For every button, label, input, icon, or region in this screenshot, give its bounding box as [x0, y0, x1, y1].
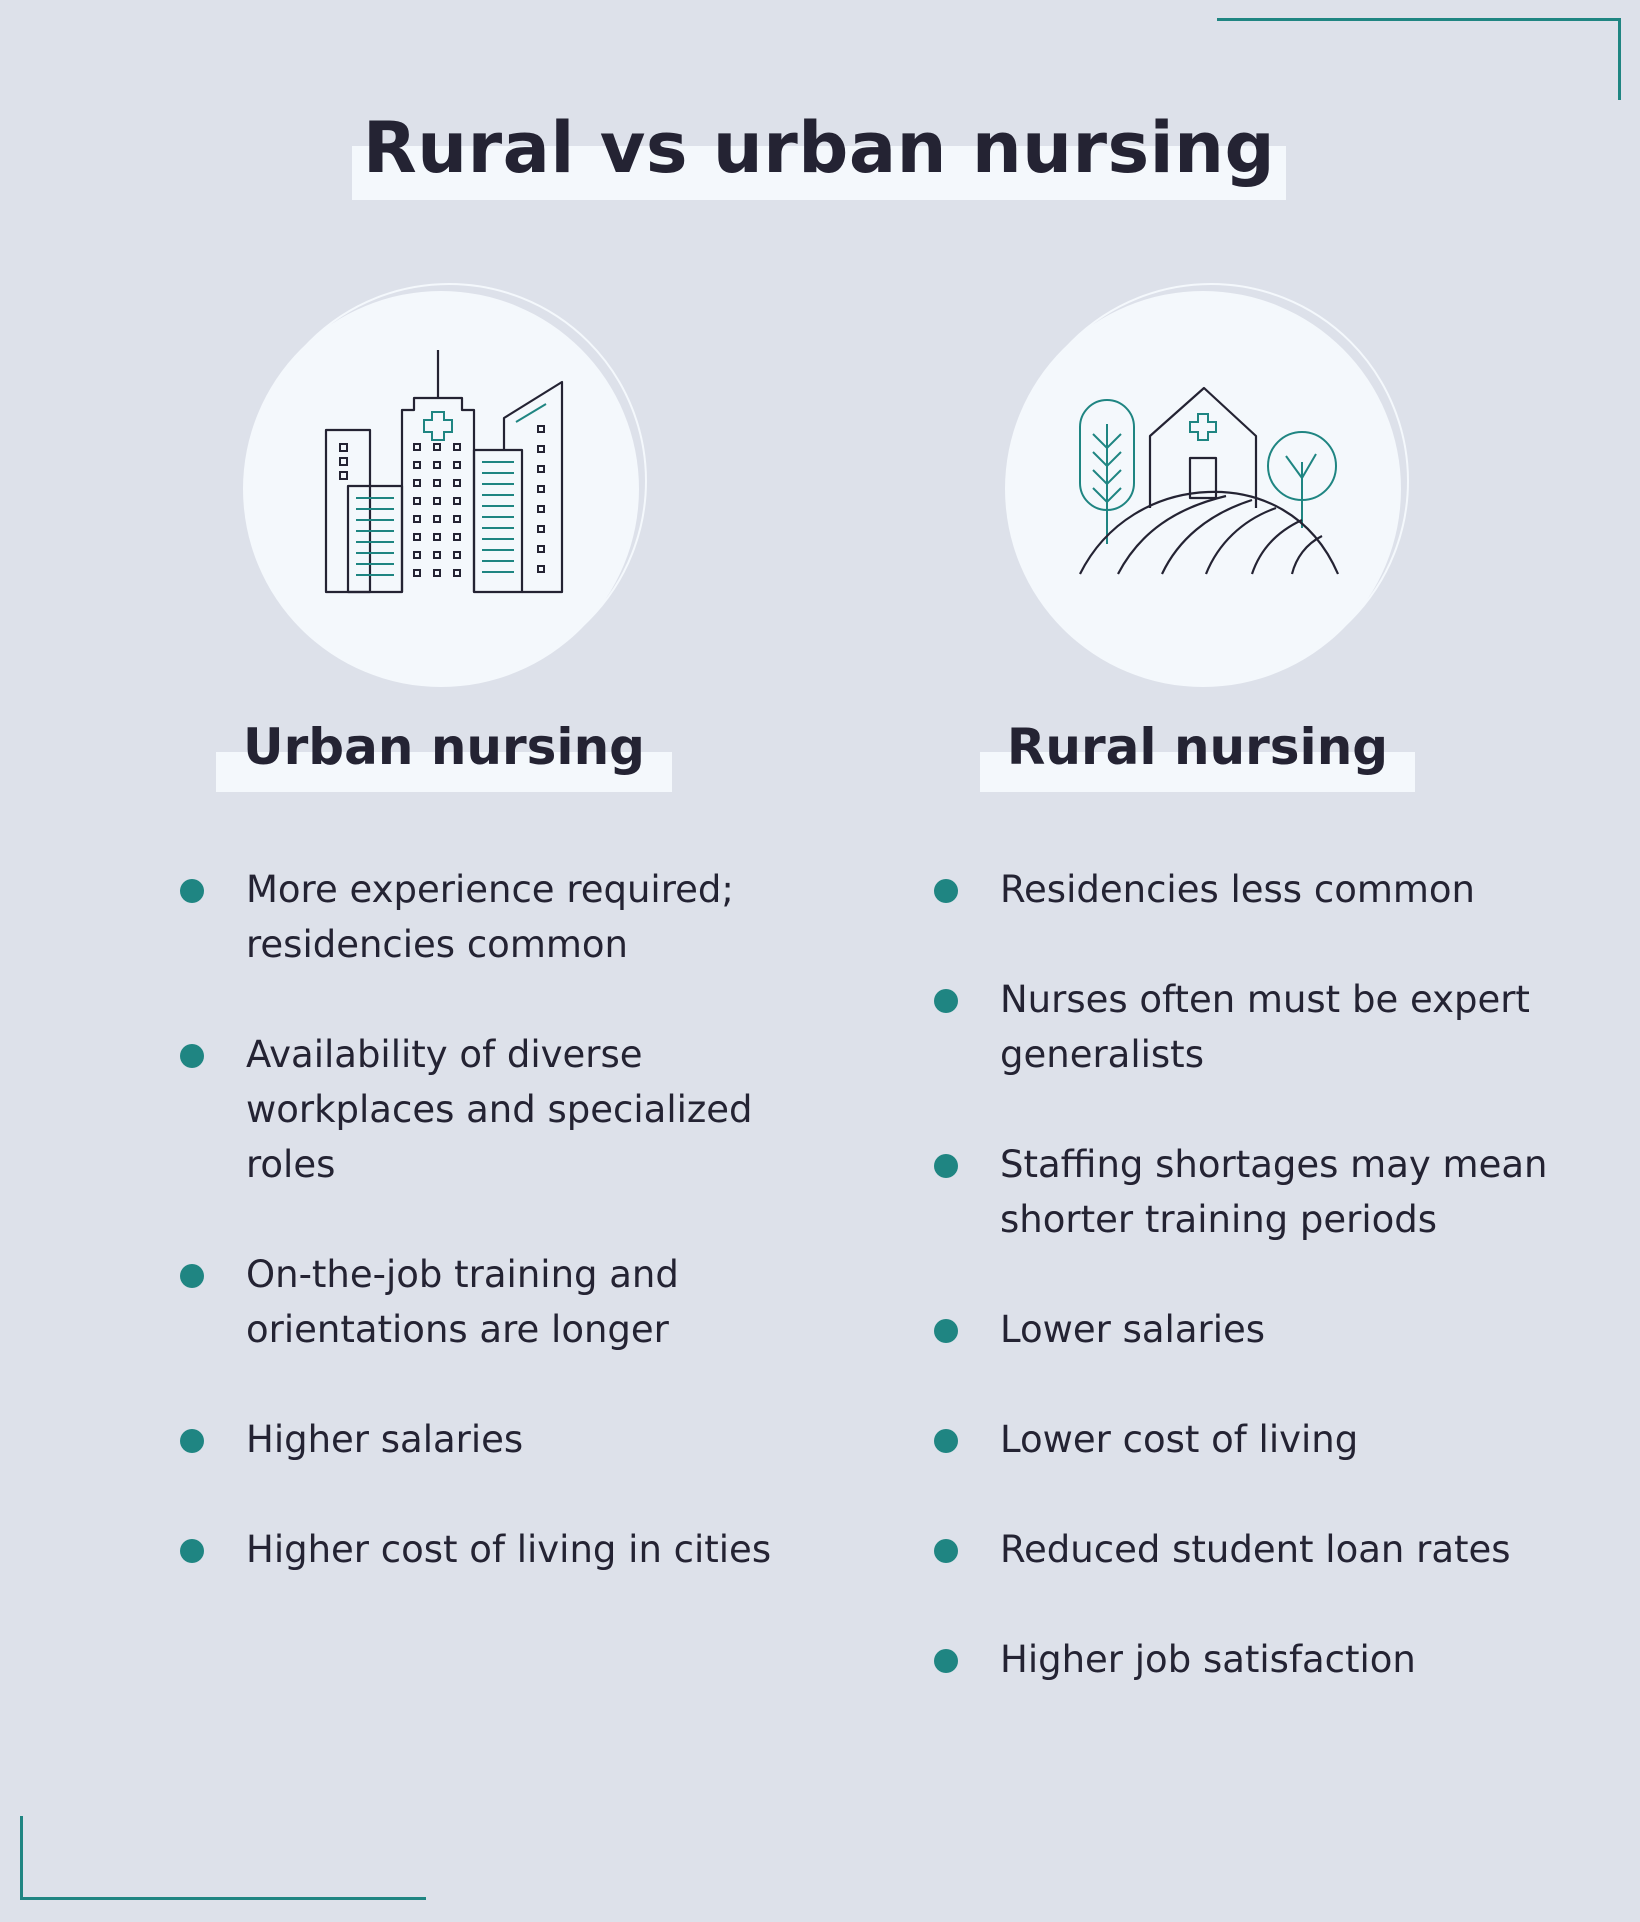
- list-item-text: Lower salaries: [1000, 1308, 1266, 1351]
- bullet-icon: [934, 989, 958, 1013]
- list-item: [180, 1522, 800, 1577]
- list-item: [180, 1247, 800, 1357]
- list-item: [934, 972, 1574, 1082]
- city-hospital-icon: [320, 348, 570, 596]
- list-item-text: On-the-job training and orientations are longer: [246, 1253, 679, 1351]
- urban-heading-block: [216, 712, 672, 792]
- list-item-text: Nurses often must be expert generalists: [1000, 978, 1530, 1076]
- list-item-text: Availability of diverse workplaces and specialized roles: [246, 1033, 753, 1186]
- list-item-text: More experience required; residencies common: [246, 868, 734, 966]
- list-item-text: Residencies less common: [1000, 868, 1476, 911]
- bullet-icon: [180, 1429, 204, 1453]
- list-item-text: Lower cost of living: [1000, 1418, 1359, 1461]
- corner-frame-top-right: [1217, 18, 1621, 100]
- bullet-icon: [934, 1649, 958, 1673]
- bullet-icon: [934, 1154, 958, 1178]
- countryside-hospital-icon: [1076, 384, 1340, 580]
- list-item: [180, 1412, 800, 1467]
- list-item-text: Reduced student loan rates: [1000, 1528, 1511, 1571]
- list-item: [934, 1522, 1574, 1577]
- rural-list: [934, 862, 1574, 1742]
- bullet-icon: [934, 879, 958, 903]
- list-item: [934, 1632, 1574, 1687]
- bullet-icon: [180, 1044, 204, 1068]
- urban-list: [180, 862, 800, 1632]
- urban-heading: Urban nursing: [243, 718, 645, 776]
- bullet-icon: [180, 1264, 204, 1288]
- bullet-icon: [934, 1429, 958, 1453]
- list-item: [934, 1412, 1574, 1467]
- bullet-icon: [934, 1539, 958, 1563]
- bullet-icon: [180, 1539, 204, 1563]
- list-item: [180, 1027, 800, 1192]
- list-item: [934, 862, 1574, 917]
- rural-heading: Rural nursing: [1006, 718, 1389, 776]
- rural-heading-block: [980, 712, 1415, 792]
- list-item: [180, 862, 800, 972]
- list-item-text: Higher salaries: [246, 1418, 524, 1461]
- title-block: [352, 108, 1286, 200]
- bullet-icon: [934, 1319, 958, 1343]
- list-item-text: Higher job satisfaction: [1000, 1638, 1416, 1681]
- list-item-text: Staffing shortages may mean shorter training periods: [1000, 1143, 1548, 1241]
- corner-frame-bottom-left: [20, 1816, 426, 1900]
- bullet-icon: [180, 879, 204, 903]
- page-title: Rural vs urban nursing: [362, 107, 1276, 189]
- list-item: [934, 1137, 1574, 1247]
- list-item: [934, 1302, 1574, 1357]
- list-item-text: Higher cost of living in cities: [246, 1528, 772, 1571]
